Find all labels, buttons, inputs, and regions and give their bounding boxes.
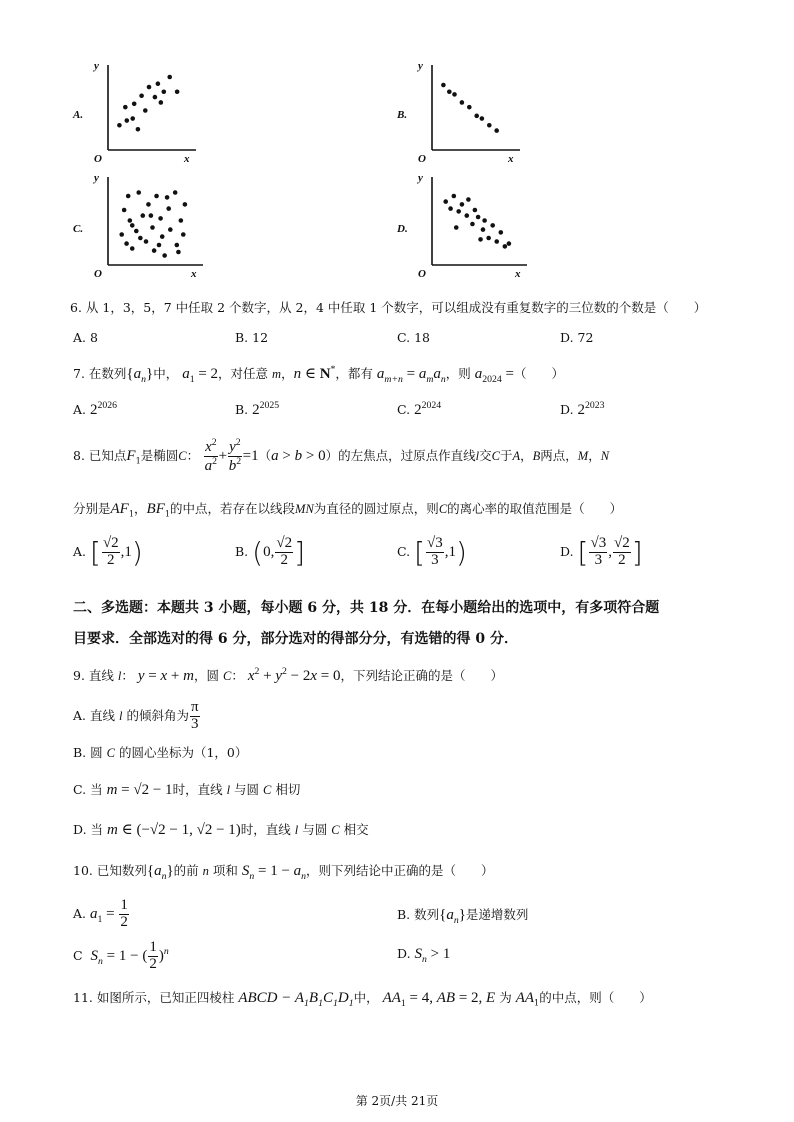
q8-option-c: C. [ $\frac{√3}{3}$ ,1) (397, 535, 467, 569)
scatter-point (144, 239, 149, 244)
scatter-point (143, 108, 148, 113)
scatter-point (466, 197, 471, 202)
scatter-point (124, 241, 129, 246)
scatter-point (160, 234, 165, 239)
q7-option-c: C. $2^{2024}$ (397, 400, 442, 418)
scatter-point (150, 225, 155, 230)
scatter-point (454, 225, 459, 230)
scatter-point (503, 244, 508, 249)
scatter-point (176, 250, 181, 255)
scatter-point (157, 243, 162, 248)
scatter-point (136, 127, 141, 132)
y-axis-label: y (94, 60, 99, 72)
q8-stem-line2: 分别是$AF_1$，$BF_1$的中点，若存在以线段MN为直径的圆过原点，则C的离心率的取值范围是（ ） (73, 501, 623, 519)
x-axis-label: x (184, 153, 190, 165)
y-axis-label: y (94, 172, 99, 184)
q9-option-d: D. 当 m ∈ (−√2 − 1, √2 − 1)时，直线 l 与圆 C 相交 (73, 822, 369, 838)
scatter-point (140, 213, 145, 218)
scatter-point (139, 93, 144, 98)
y-axis-label: y (418, 60, 423, 72)
scatter-point (181, 232, 186, 237)
scatter-point (443, 199, 448, 204)
scatter-point (152, 248, 157, 253)
scatter-point (123, 105, 128, 110)
scatter-point (126, 194, 131, 199)
scatter-figures (0, 0, 794, 290)
scatter-point (167, 75, 172, 80)
scatter-point (467, 105, 472, 110)
scatter-point (162, 89, 167, 94)
q8-option-b: B. (0, $\frac{√2}{2}$ ] (235, 535, 306, 569)
scatter-point (130, 116, 135, 121)
scatter-point (154, 194, 159, 199)
q6-option-c: C. 18 (397, 330, 430, 345)
scatter-point (494, 128, 499, 133)
q8-stem-line1: 8. 已知点$F_1$是椭圆C： $\frac{x^2}{a^2}$ + $\frac{y^2}{b^2}$ =1（a > b > 0）的左焦点，过原点作直线l交C于A，B两点，M，N (73, 437, 610, 474)
scatter-point (138, 236, 143, 241)
q9-stem: 9. 直线 l： y = x + m，圆 C： $x^2 + y^2 - 2x = 0$，下列结论正确的是（ ） (73, 666, 503, 684)
q11-stem: 11. 如图所示，已知正四棱柱 ABCD − $A_1B_1C_1D_1$中， $AA_1 = 4$, AB = 2, E 为 $AA_1$的中点，则（ ） (73, 990, 652, 1009)
q6-option-a: A. 8 (73, 330, 98, 345)
origin-label: O (94, 268, 102, 280)
x-axis-label: x (191, 268, 197, 280)
scatter-point (452, 194, 457, 199)
scatter-option-label: C. (73, 223, 84, 235)
q9-option-c: C. 当 m = √2 − 1时，直线 l 与圆 C 相切 (73, 782, 301, 798)
q10-stem: 10. 已知数列$\{a_n\}$的前 n 项和 $S_n = 1 - a_n$，则下列结论中正确的是（ ） (73, 863, 494, 882)
scatter-point (146, 202, 151, 207)
scatter-point (464, 213, 469, 218)
scatter-point (478, 237, 483, 242)
q6-stem: 6. 从 1，3，5，7 中任取 2 个数字，从 2，4 中任取 1 个数字，可以组成没有重复数字的三位数的个数是（ ） (70, 300, 707, 315)
q7-option-b: B. $2^{2025}$ (235, 400, 280, 418)
scatter-point (159, 100, 164, 105)
q7-option-a: A. $2^{2026}$ (73, 400, 117, 418)
scatter-point (482, 218, 487, 223)
q9-option-b: B. 圆 C 的圆心坐标为（1，0） (73, 745, 248, 760)
section2-heading-line1: 二、多选题：本题共 3 小题，每小题 6 分，共 18 分．在每小题给出的选项中，有多项符合题 (73, 600, 660, 616)
scatter-point (452, 92, 457, 97)
scatter-point (460, 202, 465, 207)
scatter-point (460, 100, 465, 105)
scatter-point (507, 241, 512, 246)
scatter-point (168, 227, 173, 232)
scatter-point (448, 206, 453, 211)
scatter-point (122, 208, 127, 213)
scatter-point (117, 123, 122, 128)
q10-option-b: B. 数列$\{a_n\}$是递增数列 (397, 907, 529, 926)
q8-option-d: D. [ $\frac{√3}{3}$ , $\frac{√2}{2}$ ] (560, 535, 643, 569)
q7-option-d: D. $2^{2023}$ (560, 400, 605, 418)
scatter-point (134, 229, 139, 234)
scatter-point (486, 236, 491, 241)
scatter-point (147, 85, 152, 90)
scatter-point (125, 118, 130, 123)
origin-label: O (94, 153, 102, 165)
scatter-point (119, 232, 124, 237)
scatter-point (173, 190, 178, 195)
scatter-point (128, 218, 133, 223)
scatter-option-label: D. (397, 223, 408, 235)
x-axis-label: x (508, 153, 514, 165)
q6-option-d: D. 72 (560, 330, 594, 345)
scatter-point (481, 227, 486, 232)
x-axis-label: x (515, 268, 521, 280)
scatter-point (441, 83, 446, 88)
scatter-point (487, 123, 492, 128)
scatter-option-label: A. (73, 109, 84, 121)
scatter-point (474, 114, 479, 119)
scatter-point (136, 190, 141, 195)
scatter-point (175, 243, 180, 248)
scatter-point (494, 239, 499, 244)
scatter-point (149, 213, 154, 218)
q10-option-c: C $S_n = 1$ − ( $\frac{1}{2}$ )$^n$ (73, 939, 169, 972)
scatter-point (456, 209, 461, 214)
scatter-point (162, 253, 167, 258)
origin-label: O (418, 268, 426, 280)
scatter-point (130, 246, 135, 251)
scatter-point (130, 223, 135, 228)
scatter-point (165, 195, 170, 200)
y-axis-label: y (418, 172, 423, 184)
scatter-point (447, 89, 452, 94)
page-footer: 第 2页/共 21页 (355, 1094, 439, 1108)
scatter-point (132, 102, 137, 107)
scatter-point (480, 116, 485, 121)
scatter-point (476, 215, 481, 220)
q10-option-d: D. $S_n > 1$ (397, 946, 451, 965)
scatter-point (166, 206, 171, 211)
section2-heading-line2: 目要求．全部选对的得 6 分，部分选对的得部分分，有选错的得 0 分． (73, 631, 518, 647)
q7-stem: 7. 在数列$\{a_n\}$中， $a_1 = 2$，对任意 m，n ∈ N*，都有 $a_{m+n} = a_ma_n$，则 $a_{2024}$ =（ ） (73, 364, 565, 385)
scatter-point (179, 218, 184, 223)
scatter-point (183, 202, 188, 207)
scatter-point (153, 95, 158, 100)
scatter-point (490, 223, 495, 228)
scatter-point (473, 208, 478, 213)
scatter-point (156, 81, 161, 86)
q10-option-a: A. $a_1$ = $\frac{1}{2}$ (73, 897, 128, 930)
scatter-point (158, 216, 163, 221)
scatter-point (470, 222, 475, 227)
scatter-point (175, 89, 180, 94)
scatter-option-label: B. (397, 109, 408, 121)
origin-label: O (418, 153, 426, 165)
q6-option-b: B. 12 (235, 330, 269, 345)
scatter-point (499, 230, 504, 235)
q9-option-a: A. 直线 l 的倾斜角为 $\frac{\pi}{3}$ (73, 699, 199, 732)
q8-option-a: A. [ $\frac{√2}{2}$ ,1) (73, 535, 143, 569)
